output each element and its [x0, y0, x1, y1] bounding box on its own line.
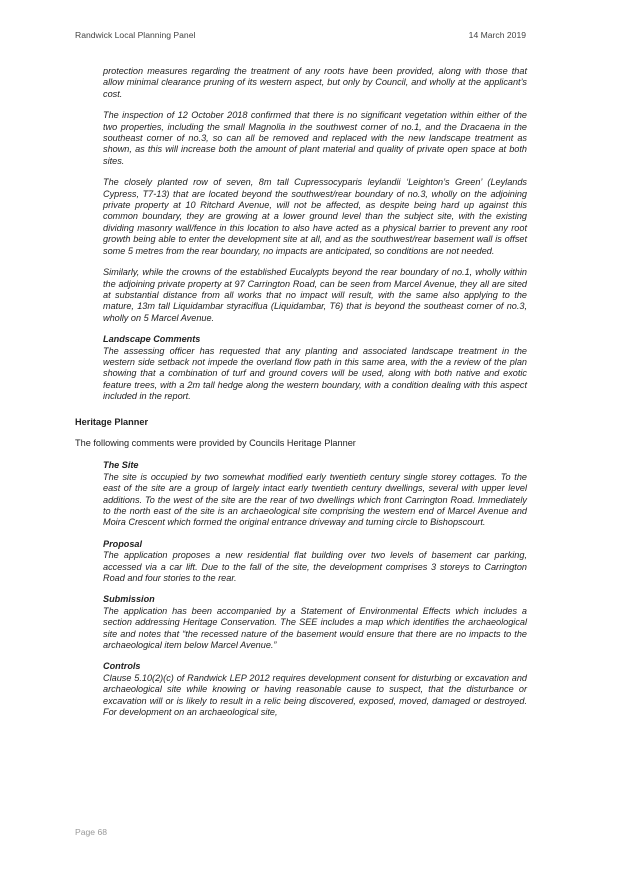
paragraph-cypress-row: The closely planted row of seven, 8m tall Cupressocyparis leylandii ‘Leighton’s Green’ (Leylands Cypress, T7-13) that are located beyond the southwest/rear boundary of no.3, wholly on the adjoining private property at 10 Ritchard Avenue, will not be affected, as despite being hard up against this common boundary, they are growing at a lower ground level than the subject site, with the existing dividing masonry wall/fence in this location to also have acted as a physical barrier to prevent any root growth being able to enter the development site at all, and as the southwest/rear basement wall is offset some 5 metres from the rear boundary, no impacts are anticipated, so conditions are not needed.	[103, 177, 527, 256]
controls-heading: Controls	[103, 661, 141, 672]
page-number: Page 68	[75, 827, 108, 837]
submission-text: The application has been accompanied by a Statement of Environmental Effects which includes a section addressing Heritage Conservation. The SEE includes a map which identifies the archaeological site and notes that “the recessed nature of the basement would ensure that there are no impacts to the archaeological item below Marcel Avenue.”	[103, 605, 527, 651]
controls-text: Clause 5.10(2)(c) of Randwick LEP 2012 requires development consent for disturbing or excavation and archaeological site while knowing or having reasonable cause to suspect, that the disturbance or excavation will or is likely to result in a relic being discovered, exposed, moved, damaged or destroyed. For development on an archaeological site,	[103, 672, 527, 718]
paragraph-eucalypts: Similarly, while the crowns of the established Eucalypts beyond the rear boundary of no.1, wholly within the adjoining private property at 97 Carrington Road, can be seen from Marcel Avenue, they all are sited at substantial distance from all works that no impact will result, with the same also applying to the mature, 13m tall Liquidambar styraciflua (Liquidambar, T6) that is beyond the southeast corner of no.3, wholly on 5 Marcel Avenue.	[103, 267, 527, 323]
heritage-planner-heading: Heritage Planner	[75, 416, 149, 427]
landscape-officer-comments	[103, 66, 527, 403]
header-panel-name: Randwick Local Planning Panel	[75, 30, 196, 40]
heritage-intro: The following comments were provided by Councils Heritage Planner	[75, 437, 356, 448]
paragraph-inspection: The inspection of 12 October 2018 confirmed that there is no significant vegetation within either of the two properties, including the small Magnolia in the southwest corner of no.1, and the Dracaena in the southeast corner of no.3, so can all be removed and replaced with the new landscape treatment as shown, as this will increase both the amount of plant material and quality of private open space at both sites.	[103, 110, 527, 166]
site-text: The site is occupied by two somewhat modified early twentieth century single storey cottages. To the east of the site are a group of largely intact early twentieth century dwellings, several with upper level additions. To the west of the site are the rear of two dwellings which front Carrington Road. Immediately to the north east of the site is an archaeological site comprising the western end of Marcel Avenue and Moira Crescent which formed the original entrance driveway and turning circle to Bishopscourt.	[103, 471, 527, 528]
landscape-comments-text: The assessing officer has requested that any planting and associated landscape treatment in the western side setback not impede the overland flow path in this same area, with the a review of the plan showing that a combination of turf and ground covers will be used, along with both native and exotic feature trees, with a 2m tall hedge along the western boundary, with a condition dealing with this aspect included in the report.	[103, 345, 527, 402]
heritage-comments	[103, 460, 527, 718]
landscape-comments-heading: Landscape Comments	[103, 334, 201, 345]
submission-heading: Submission	[103, 594, 155, 605]
page-content	[75, 66, 527, 719]
paragraph-root-protection: protection measures regarding the treatment of any roots have been provided, along with those that allow minimal clearance pruning of its western aspect, but only by Council, and wholly at the applicant’s cost.	[103, 66, 527, 99]
proposal-heading: Proposal	[103, 538, 143, 549]
header-date: 14 March 2019	[468, 30, 526, 40]
proposal-text: The application proposes a new residential flat building over two levels of basement car parking, accessed via a car lift. Due to the fall of the site, the development comprises 3 storeys to Carrington Road and four stories to the rear.	[103, 550, 527, 584]
site-heading: The Site	[103, 460, 139, 471]
